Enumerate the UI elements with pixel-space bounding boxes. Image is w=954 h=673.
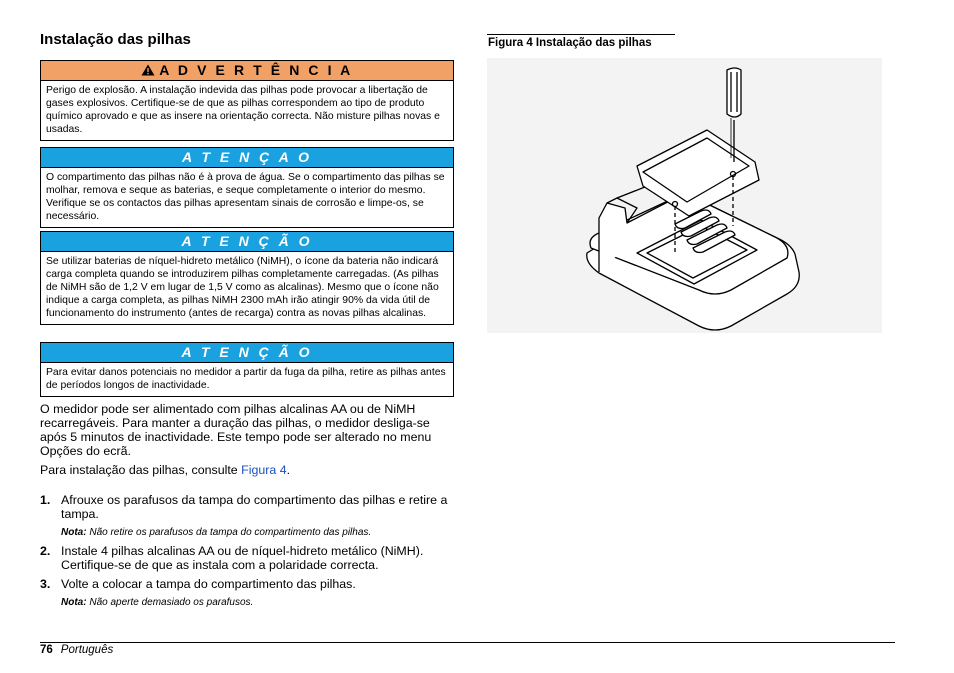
caution-box-2 xyxy=(40,231,454,325)
figure-rule xyxy=(487,34,675,35)
caution-text: O compartimento das pilhas não é à prova de água. Se o compartimento das pilhas se molhar, remova e seque as baterias, e seque completamente o interior do mesmo. Verifique se os contactos das pilhas apresentam sinais de corrosão e limpe-os, se necessário. xyxy=(46,172,445,222)
step-text: Volte a colocar a tampa do compartimento das pilhas. xyxy=(61,577,356,591)
warning-triangle-icon xyxy=(141,64,155,76)
battery-installation-illustration xyxy=(487,58,882,333)
caution-text: Se utilizar baterias de níquel-hidreto metálico (NiMH), o ícone da bateria não indicará carga completa quando se introduzirem pilhas completamente carregadas. (As pilhas de NiMH são de 1,2 V em lugar de 1,5 V como as alcalinas). Mesmo que o ícone não indique a carga completa, as pilhas NiMH 2300 mAh irão atingir 90% da vida útil de funcionamento do instrumento (antes de recarga) contra as novas pilhas alcalinas. xyxy=(46,256,439,319)
note-1 xyxy=(61,527,371,538)
note-text: Não retire os parafusos da tampa do compartimento das pilhas. xyxy=(86,527,372,538)
step-number: 2. xyxy=(40,544,51,558)
note-text: Não aperte demasiado os parafusos. xyxy=(86,597,254,608)
warning-header xyxy=(41,61,453,81)
reference-text: Para instalação das pilhas, consulte xyxy=(40,463,242,477)
footer-rule xyxy=(40,642,895,643)
warning-title: A D V E R T Ê N C I A xyxy=(159,62,353,78)
caution-box-1 xyxy=(40,147,454,228)
caution-text: Para evitar danos potenciais no medidor a partir da fuga da pilha, retire as pilhas antes de períodos longos de inactividade. xyxy=(46,367,446,391)
step-number: 1. xyxy=(40,493,51,507)
warning-box xyxy=(40,60,454,141)
section-title: Instalação das pilhas xyxy=(40,31,191,48)
reference-end: . xyxy=(286,463,291,477)
reference-paragraph xyxy=(40,463,460,477)
figure-link[interactable]: Figura 4 xyxy=(241,463,287,477)
caution-header: A T E N Ç A O xyxy=(41,148,453,168)
caution-box-3 xyxy=(40,342,454,397)
footer-language: Português xyxy=(60,644,114,656)
step-number: 3. xyxy=(40,577,51,591)
warning-text: Perigo de explosão. A instalação indevida das pilhas pode provocar a libertação de gases explosivos. Certifique-se de que as pilhas correspondem ao tipo de produto químico aprovado e que as insere na orientação correcta. Não misture pilhas novas e usadas. xyxy=(46,85,440,135)
page-number: 76 xyxy=(40,644,53,656)
note-label: Nota: xyxy=(61,597,87,608)
step-text: Afrouxe os parafusos da tampa do compartimento das pilhas e retire a tampa. xyxy=(61,493,448,521)
caution-header: A T E N Ç Ã O xyxy=(41,343,453,363)
note-2 xyxy=(61,597,253,608)
intro-paragraph: O medidor pode ser alimentado com pilhas alcalinas AA ou de NiMH recarregáveis. Para manter a duração das pilhas, o medidor desliga-se após 5 minutos de inactividade. Este tempo pode ser alterado no menu Opções do ecrã. xyxy=(40,402,432,458)
note-label: Nota: xyxy=(61,527,87,538)
page-footer xyxy=(40,644,113,656)
caution-header: A T E N Ç Ã O xyxy=(41,232,453,252)
figure-caption: Figura 4 Instalação das pilhas xyxy=(488,37,652,49)
figure-illustration xyxy=(487,58,882,333)
step-text: Instale 4 pilhas alcalinas AA ou de níquel-hidreto metálico (NiMH). Certifique-se de que as instala com a polaridade correcta. xyxy=(61,544,424,572)
